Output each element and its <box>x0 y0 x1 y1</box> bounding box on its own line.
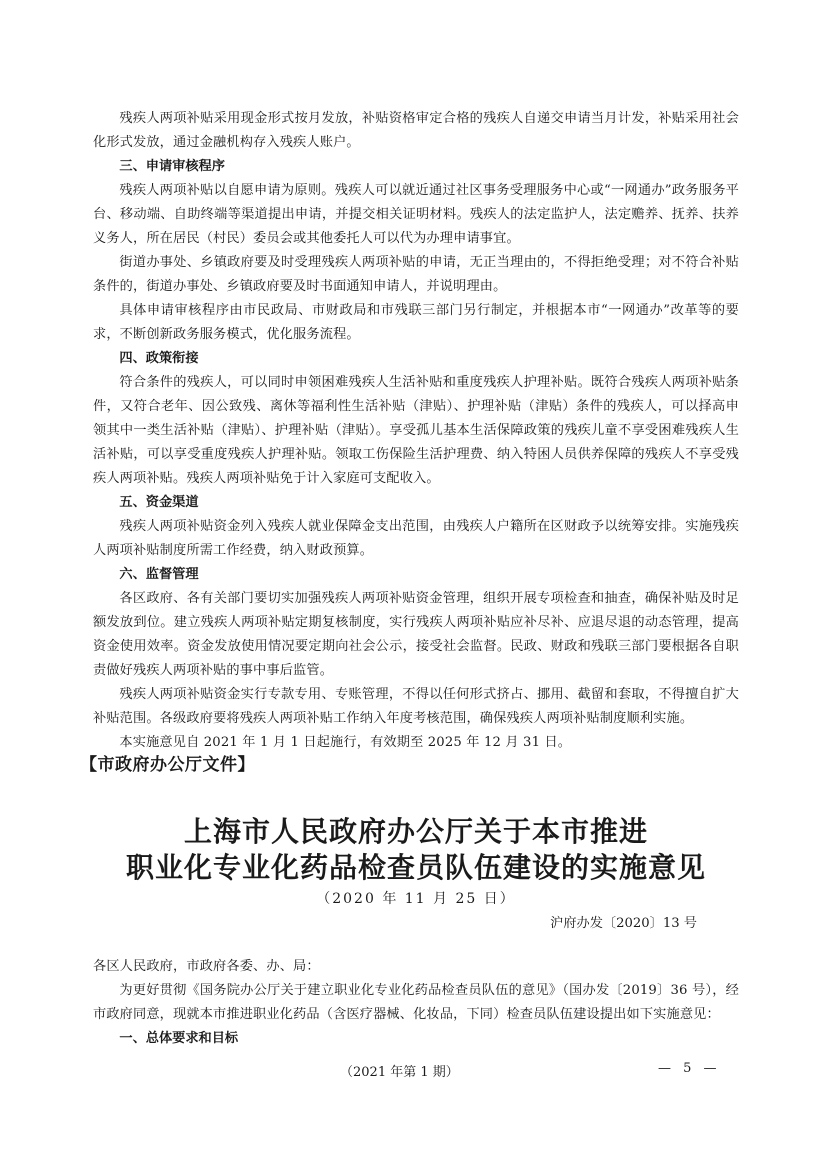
section-heading: 一、总体要求和目标 <box>119 1031 239 1046</box>
paragraph: 本实施意见自 2021 年 1 月 1 日起施行，有效期至 2025 年 12 月 31 日。 <box>119 735 572 750</box>
section-heading: 四、政策衔接 <box>119 351 199 366</box>
document-title-line-1: 上海市人民政府办公厅关于本市推进 <box>183 815 648 848</box>
section-heading: 三、申请审核程序 <box>119 159 225 174</box>
body-text-bottom <box>93 955 739 1051</box>
addressee: 各区人民政府，市政府各委、办、局： <box>93 959 320 974</box>
paragraph: 残疾人两项补贴资金实行专款专用、专账管理，不得以任何形式挤占、挪用、截留和套取，不得擅自扩大补贴范围。各级政府要将残疾人两项补贴工作纳入年度考核范围，确保残疾人两项补贴制度顺利实施。 <box>93 687 739 726</box>
page-number: — 5 — <box>658 1061 721 1076</box>
category-tag: 【市政府办公厅文件】 <box>80 755 255 775</box>
document-title-line-2: 职业化专业化药品检查员队伍建设的实施意见 <box>125 851 706 884</box>
paragraph: 残疾人两项补贴资金列入残疾人就业保障金支出范围，由残疾人户籍所在区财政予以统筹安排。实施残疾人两项补贴制度所需工作经费，纳入财政预算。 <box>93 519 739 558</box>
paragraph: 残疾人两项补贴采用现金形式按月发放，补贴资格审定合格的残疾人自递交申请当月计发，补贴采用社会化形式发放，通过金融机构存入残疾人账户。 <box>93 111 739 150</box>
document-date: （2020 年 11 月 25 日） <box>316 891 516 907</box>
section-heading: 五、资金渠道 <box>119 495 199 510</box>
paragraph: 为更好贯彻《国务院办公厅关于建立职业化专业化药品检查员队伍的意见》（国办发〔2019〕36 号），经市政府同意，现就本市推进职业化药品（含医疗器械、化妆品，下同）检查员队伍建设提出如下实施意见： <box>93 983 739 1022</box>
footer-issue: （2021 年第 1 期） <box>340 1065 459 1080</box>
paragraph: 各区政府、各有关部门要切实加强残疾人两项补贴资金管理，组织开展专项检查和抽查，确保补贴及时足额发放到位。建立残疾人两项补贴定期复核制度，实行残疾人两项补贴应补尽补、应退尽退的动态管理，提高资金使用效率。资金发放使用情况要定期向社会公示，接受社会监督。民政、财政和残联三部门要根据各自职责做好残疾人两项补贴的事中事后监管。 <box>93 591 739 678</box>
document-number: 沪府办发〔2020〕13 号 <box>550 916 697 931</box>
paragraph: 具体申请审核程序由市民政局、市财政局和市残联三部门另行制定，并根据本市“一网通办”改革等的要求，不断创新政务服务模式，优化服务流程。 <box>93 303 739 342</box>
paragraph: 残疾人两项补贴以自愿申请为原则。残疾人可以就近通过社区事务受理服务中心或“一网通办”政务服务平台、移动端、自助终端等渠道提出申请，并提交相关证明材料。残疾人的法定监护人，法定赡养、抚养、扶养义务人，所在居民（村民）委员会或其他委托人可以代为办理申请事宜。 <box>93 183 739 246</box>
paragraph: 街道办事处、乡镇政府要及时受理残疾人两项补贴的申请，无正当理由的，不得拒绝受理；对不符合补贴条件的，街道办事处、乡镇政府要及时书面通知申请人，并说明理由。 <box>93 255 739 294</box>
body-text-top <box>93 107 739 755</box>
section-heading: 六、监督管理 <box>119 567 199 582</box>
paragraph: 符合条件的残疾人，可以同时申领困难残疾人生活补贴和重度残疾人护理补贴。既符合残疾人两项补贴条件，又符合老年、因公致残、离休等福利性生活补贴（津贴）、护理补贴（津贴）条件的残疾人，可以择高申领其中一类生活补贴（津贴）、护理补贴（津贴）。享受孤儿基本生活保障政策的残疾儿童不享受困难残疾人生活补贴，可以享受重度残疾人护理补贴。领取工伤保险生活护理费、纳入特困人员供养保障的残疾人不享受残疾人两项补贴。残疾人两项补贴免于计入家庭可支配收入。 <box>93 375 739 486</box>
